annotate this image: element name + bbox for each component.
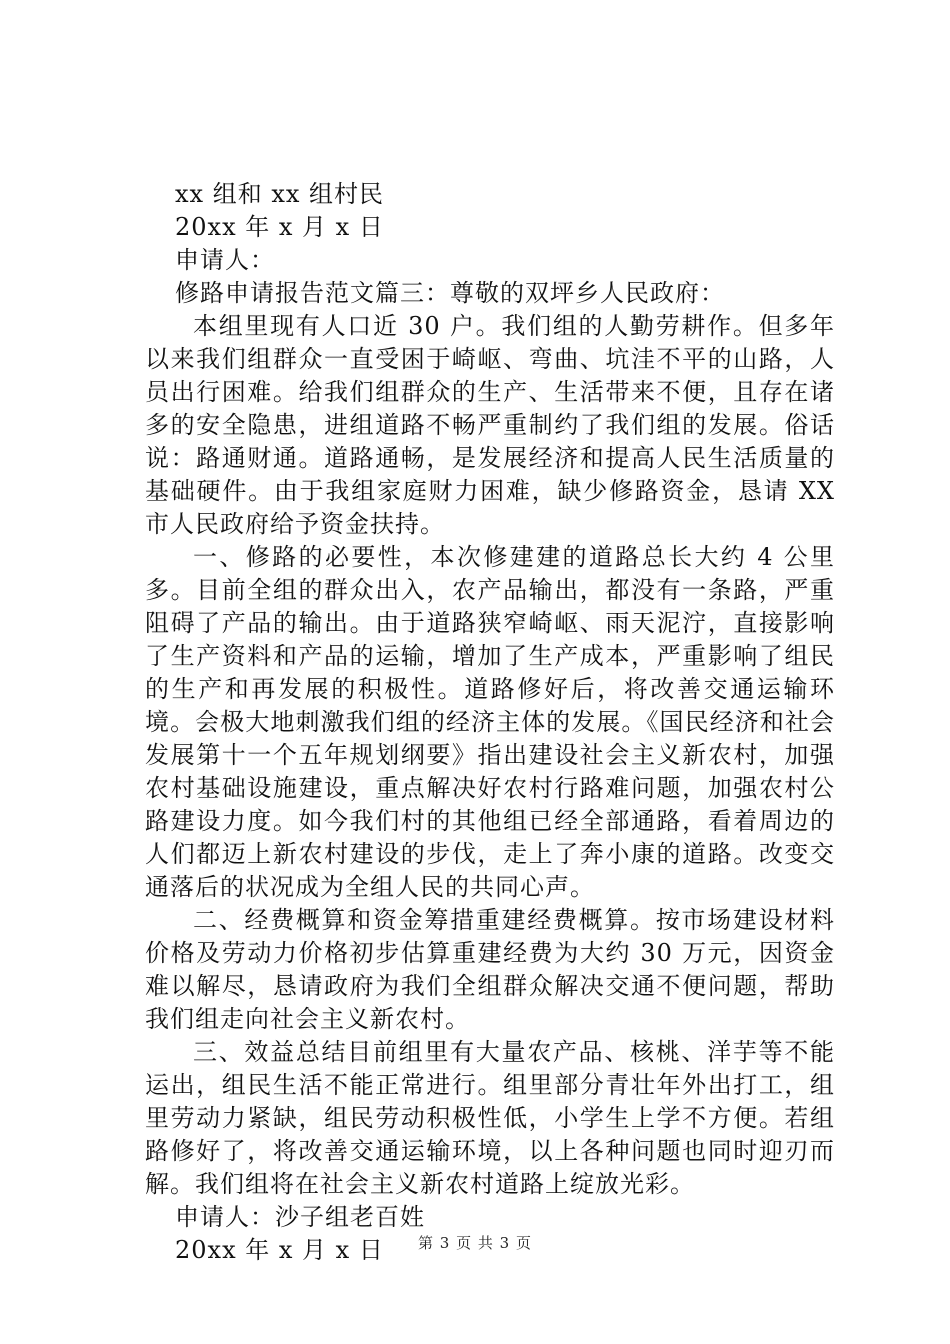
paragraph-budget: 二、经费概算和资金筹措重建经费概算。按市场建设材料价格及劳动力价格初步估算重建经费为大约 30 万元，因资金难以解尽，恳请政府为我们全组群众解决交通不便问题，帮助我们组走向社会主义新农村。 (145, 906, 835, 1033)
section-heading: 修路申请报告范文篇三：尊敬的双坪乡人民政府： (175, 279, 725, 307)
closing-applicant: 申请人：沙子组老百姓 (175, 1203, 425, 1231)
applicant-label: 申请人： (175, 246, 275, 274)
paragraph-benefits: 三、效益总结目前组里有大量农产品、核桃、洋芋等不能运出，组民生活不能正常进行。组里部分青壮年外出打工，组里劳动力紧缺，组民劳动积极性低，小学生上学不方便。若组路修好了，将改善交通运输环境，以上各种问题也同时迎刃而解。我们组将在社会主义新农村道路上绽放光彩。 (145, 1038, 835, 1198)
closing-date: 20xx 年 x 月 x 日 (175, 1236, 384, 1264)
signature-line: xx 组和 xx 组村民 (175, 180, 385, 208)
page-number: 第 3 页 共 3 页 (418, 1234, 532, 1252)
document-body (145, 178, 835, 1267)
paragraph-necessity: 一、修路的必要性，本次修建建的道路总长大约 4 公里多。目前全组的群众出入，农产品输出，都没有一条路，严重阻碍了产品的输出。由于道路狭窄崎岖、雨天泥泞，直接影响了生产资料和产品的运输，增加了生产成本，严重影响了组民的生产和再发展的积极性。道路修好后，将改善交通运输环境。会极大地刺激我们组的经济主体的发展。《国民经济和社会发展第十一个五年规划纲要》指出建设社会主义新农村，加强农村基础设施建设，重点解决好农村行路难问题，加强农村公路建设力度。如今我们村的其他组已经全部通路，看着周边的人们都迈上新农村建设的步伐，走上了奔小康的道路。改变交通落后的状况成为全组人民的共同心声。 (145, 543, 835, 901)
paragraph-intro: 本组里现有人口近 30 户。我们组的人勤劳耕作。但多年以来我们组群众一直受困于崎岖、弯曲、坑洼不平的山路，人员出行困难。给我们组群众的生产、生活带来不便，且存在诸多的安全隐患，进组道路不畅严重制约了我们组的发展。俗话说：路通财通。道路通畅，是发展经济和提高人民生活质量的基础硬件。由于我组家庭财力困难，缺少修路资金，恳请 XX 市人民政府给予资金扶持。 (145, 312, 835, 538)
date-line: 20xx 年 x 月 x 日 (175, 213, 384, 241)
